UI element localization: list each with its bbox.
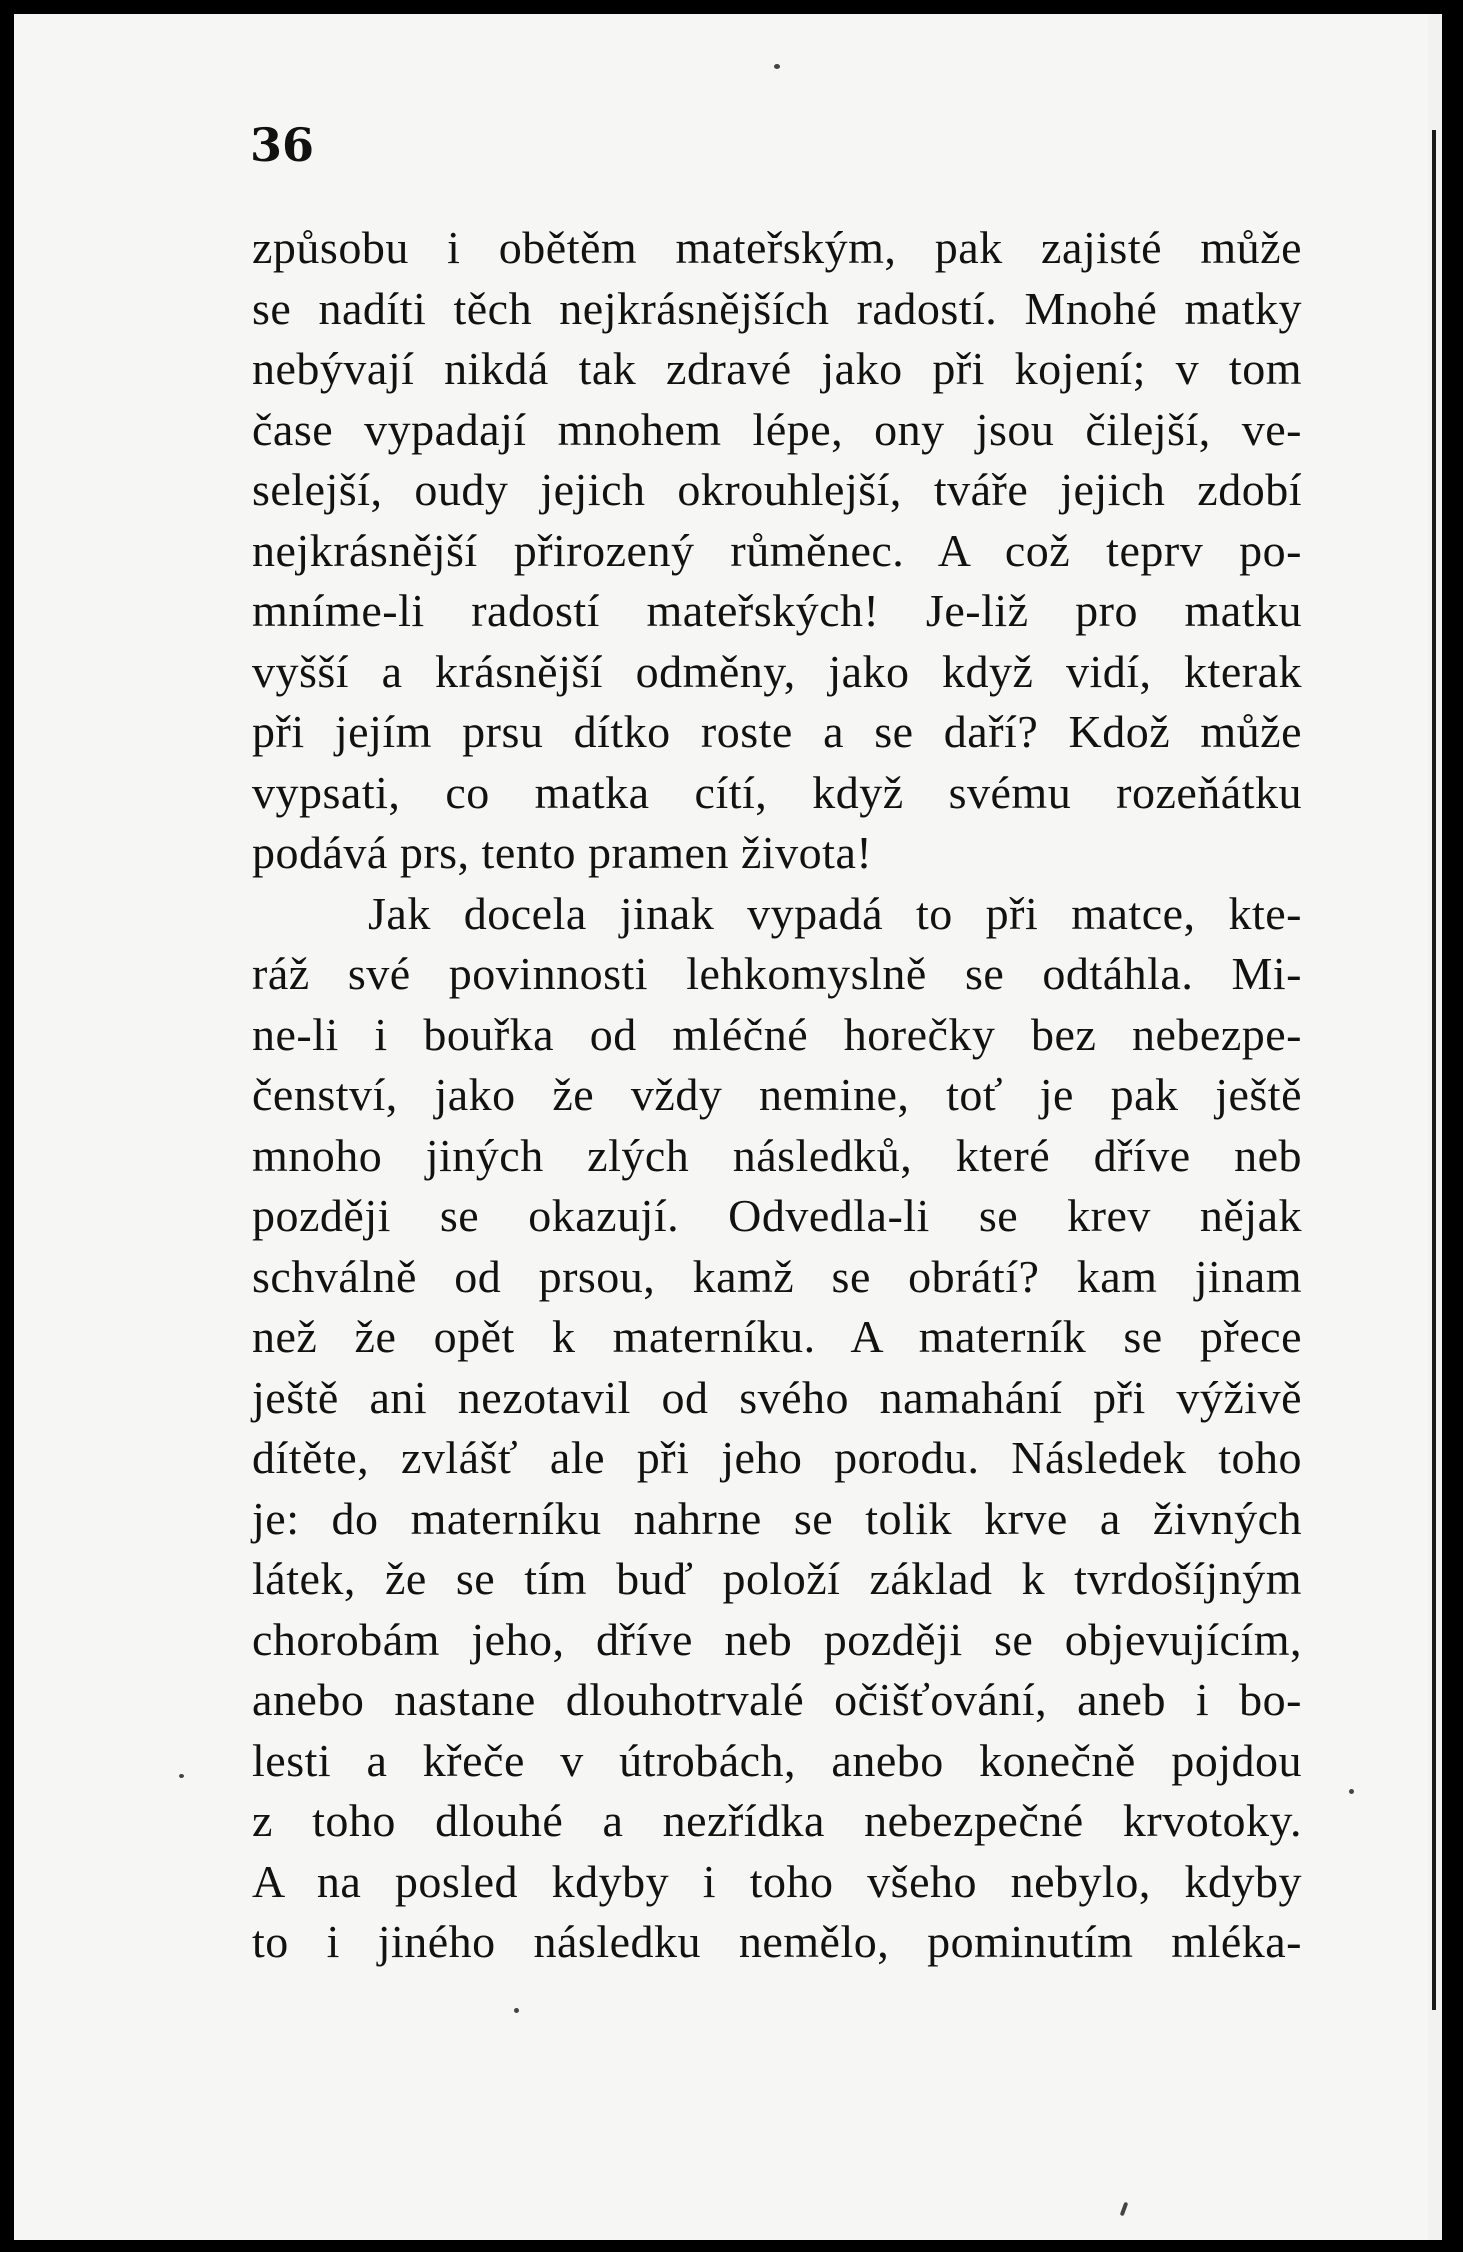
binding-rule [1432, 130, 1436, 2010]
text-line: při jejím prsu dítko roste a se daří? Kdož může [252, 706, 1302, 757]
text-line: se nadíti těch nejkrásnějších radostí. Mnohé matky [252, 282, 1302, 334]
text-line: selejší, oudy jejich okrouhlejší, tváře jejich zdobí [252, 464, 1302, 515]
text-line: A na posled kdyby i toho všeho nebylo, kdyby [252, 1855, 1302, 1907]
text-line: ráž své povinnosti lehkomyslně se odtáhla. Mi- [252, 948, 1302, 999]
text-line: je: do materníku nahrne se tolik krve a živných [252, 1492, 1302, 1544]
scan-speck [179, 1774, 184, 1778]
text-line: ještě ani nezotavil od svého namahání při výživě [252, 1371, 1302, 1423]
paragraph-first-line: Jak docela jinak vypadá to při matce, kte- [368, 887, 1302, 939]
paragraph-last-line: podává prs, tento pramen života! [252, 827, 873, 878]
page-number: 36 [250, 118, 315, 172]
scan-speck [1120, 2202, 1129, 2217]
text-line: dítěte, zvlášť ale při jeho porodu. Následek toho [252, 1432, 1302, 1483]
text-line: čase vypadají mnohem lépe, ony jsou čilejší, ve- [252, 403, 1302, 455]
text-line: lesti a křeče v útrobách, anebo konečně pojdou [252, 1734, 1302, 1786]
text-line: nebývají nikdá tak zdravé jako při kojení; v tom [252, 343, 1302, 394]
scan-speck [1349, 1789, 1354, 1794]
text-line: anebo nastane dlouhotrvalé očišťování, aneb i bo- [252, 1674, 1302, 1725]
text-line: z toho dlouhé a nezřídka nebezpečné krvotoky. [252, 1795, 1302, 1846]
text-line: látek, že se tím buď položí základ k tvrdošíjným [252, 1553, 1302, 1604]
text-line: později se okazují. Odvedla-li se krev nějak [252, 1190, 1302, 1241]
scanned-page [14, 14, 1428, 2240]
text-line: chorobám jeho, dříve neb později se objevujícím, [252, 1613, 1302, 1665]
text-line: čenství, jako že vždy nemine, toť je pak ještě [252, 1069, 1302, 1120]
scan-speck [774, 64, 780, 69]
text-line: vyšší a krásnější odměny, jako když vidí, kterak [252, 645, 1302, 697]
text-line: to i jiného následku nemělo, pominutím mléka- [252, 1916, 1302, 1967]
text-line: mníme-li radostí mateřských! Je-liž pro matku [252, 585, 1302, 636]
text-line: mnoho jiných zlých následků, které dříve neb [252, 1129, 1302, 1181]
body-text [252, 218, 1302, 1973]
scan-speck [514, 2008, 519, 2013]
text-line: než že opět k materníku. A materník se přece [252, 1311, 1302, 1362]
text-line: nejkrásnější přirozený růměnec. A což teprv po- [252, 524, 1302, 576]
text-line: schválně od prsou, kamž se obrátí? kam jinam [252, 1250, 1302, 1302]
text-line: způsobu i obětěm mateřským, pak zajisté může [252, 222, 1302, 273]
text-line: ne-li i bouřka od mléčné horečky bez nebezpe- [252, 1008, 1302, 1060]
text-line: vypsati, co matka cítí, když svému rozeňátku [252, 766, 1302, 818]
